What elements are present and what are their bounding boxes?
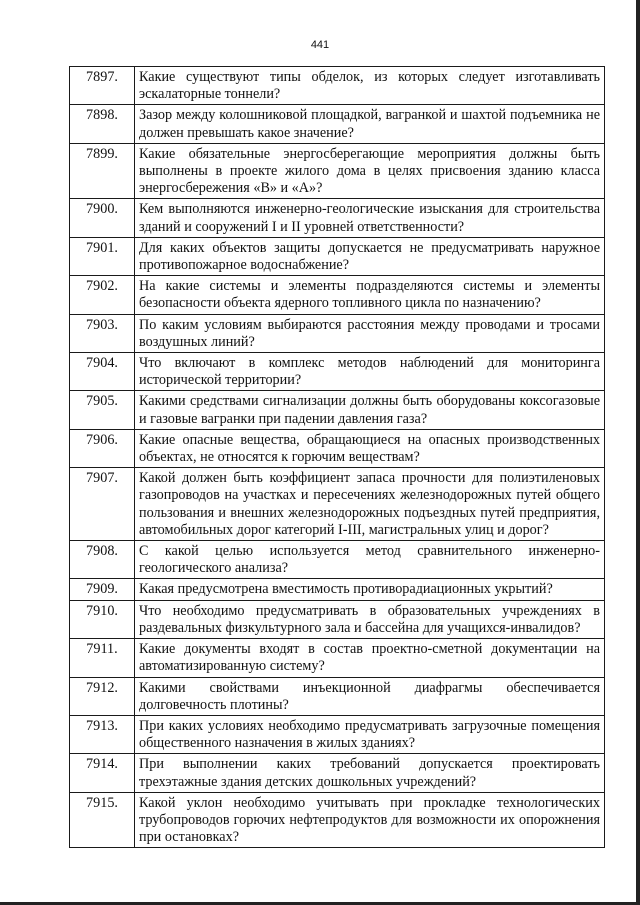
question-number: 7899. [70, 143, 135, 199]
question-number: 7897. [70, 67, 135, 105]
table-row [70, 579, 605, 600]
question-text: Какая предусмотрена вместимость противорадиационных укрытий? [135, 579, 605, 600]
question-text: На какие системы и элементы подразделяются системы и элементы безопасности объекта ядерного топливного цикла по назначению? [135, 276, 605, 314]
table-row [70, 314, 605, 352]
question-text: Что включают в комплекс методов наблюдений для мониторинга исторической территории? [135, 353, 605, 391]
question-number: 7910. [70, 600, 135, 638]
question-text: Какие существуют типы обделок, из которых следует изготавливать эскалаторные тоннели? [135, 67, 605, 105]
question-number: 7915. [70, 792, 135, 848]
table-row [70, 391, 605, 429]
question-text: Какие опасные вещества, обращающиеся на опасных производственных объектах, не относятся к горючим веществам? [135, 429, 605, 467]
table-row [70, 105, 605, 143]
table-row [70, 353, 605, 391]
question-number: 7908. [70, 541, 135, 579]
question-number: 7913. [70, 715, 135, 753]
question-text: Что необходимо предусматривать в образовательных учреждениях в раздевальных физкультурного зала и бассейна для учащихся-инвалидов? [135, 600, 605, 638]
question-number: 7902. [70, 276, 135, 314]
question-number: 7911. [70, 639, 135, 677]
table-row [70, 754, 605, 792]
question-text: Какими средствами сигнализации должны быть оборудованы коксогазовые и газовые вагранки при падении давления газа? [135, 391, 605, 429]
question-text: Зазор между колошниковой площадкой, вагранкой и шахтой подъемника не должен превышать какое значение? [135, 105, 605, 143]
question-number: 7901. [70, 237, 135, 275]
question-text: Для каких объектов защиты допускается не предусматривать наружное противопожарное водоснабжение? [135, 237, 605, 275]
question-text: Какими свойствами инъекционной диафрагмы обеспечивается долговечность плотины? [135, 677, 605, 715]
table-row [70, 639, 605, 677]
question-number: 7914. [70, 754, 135, 792]
table-row [70, 67, 605, 105]
table-row [70, 199, 605, 237]
question-text: По каким условиям выбираются расстояния между проводами и тросами воздушных линий? [135, 314, 605, 352]
table-row [70, 143, 605, 199]
question-text: При каких условиях необходимо предусматривать загрузочные помещения общественного назначения в жилых зданиях? [135, 715, 605, 753]
table-row [70, 237, 605, 275]
table-row [70, 600, 605, 638]
question-number: 7904. [70, 353, 135, 391]
question-text: С какой целью используется метод сравнительного инженерно-геологического анализа? [135, 541, 605, 579]
table-row [70, 677, 605, 715]
scan-edge-right [636, 0, 640, 905]
table-row [70, 429, 605, 467]
question-number: 7912. [70, 677, 135, 715]
table-row [70, 276, 605, 314]
question-text: При выполнении каких требований допускается проектировать трехэтажные здания детских дошкольных учреждений? [135, 754, 605, 792]
page-number: 441 [310, 39, 330, 51]
question-text: Кем выполняются инженерно-геологические изыскания для строительства зданий и сооружений I и II уровней ответственности? [135, 199, 605, 237]
question-number: 7907. [70, 468, 135, 541]
question-number: 7909. [70, 579, 135, 600]
question-text: Какие обязательные энергосберегающие мероприятия должны быть выполнены в проекте жилого дома в целях присвоения зданию класса энергосбережения «В» и «А»? [135, 143, 605, 199]
question-number: 7900. [70, 199, 135, 237]
question-number: 7905. [70, 391, 135, 429]
question-text: Какие документы входят в состав проектно-сметной документации на автоматизированную систему? [135, 639, 605, 677]
question-text: Какой уклон необходимо учитывать при прокладке технологических трубопроводов горючих нефтепродуктов для возможности их опорожнения при остановках? [135, 792, 605, 848]
question-number: 7906. [70, 429, 135, 467]
table-row [70, 468, 605, 541]
question-number: 7903. [70, 314, 135, 352]
table-row [70, 792, 605, 848]
question-number: 7898. [70, 105, 135, 143]
question-text: Какой должен быть коэффициент запаса прочности для полиэтиленовых газопроводов на участках и пересечениях железнодорожных путей общего пользования и внешних железнодорожных подъездных путей предприятия, автомобильных дорог категорий I-III, магистральных улиц и дорог? [135, 468, 605, 541]
table-row [70, 541, 605, 579]
table-row [70, 715, 605, 753]
questions-table [69, 66, 605, 848]
